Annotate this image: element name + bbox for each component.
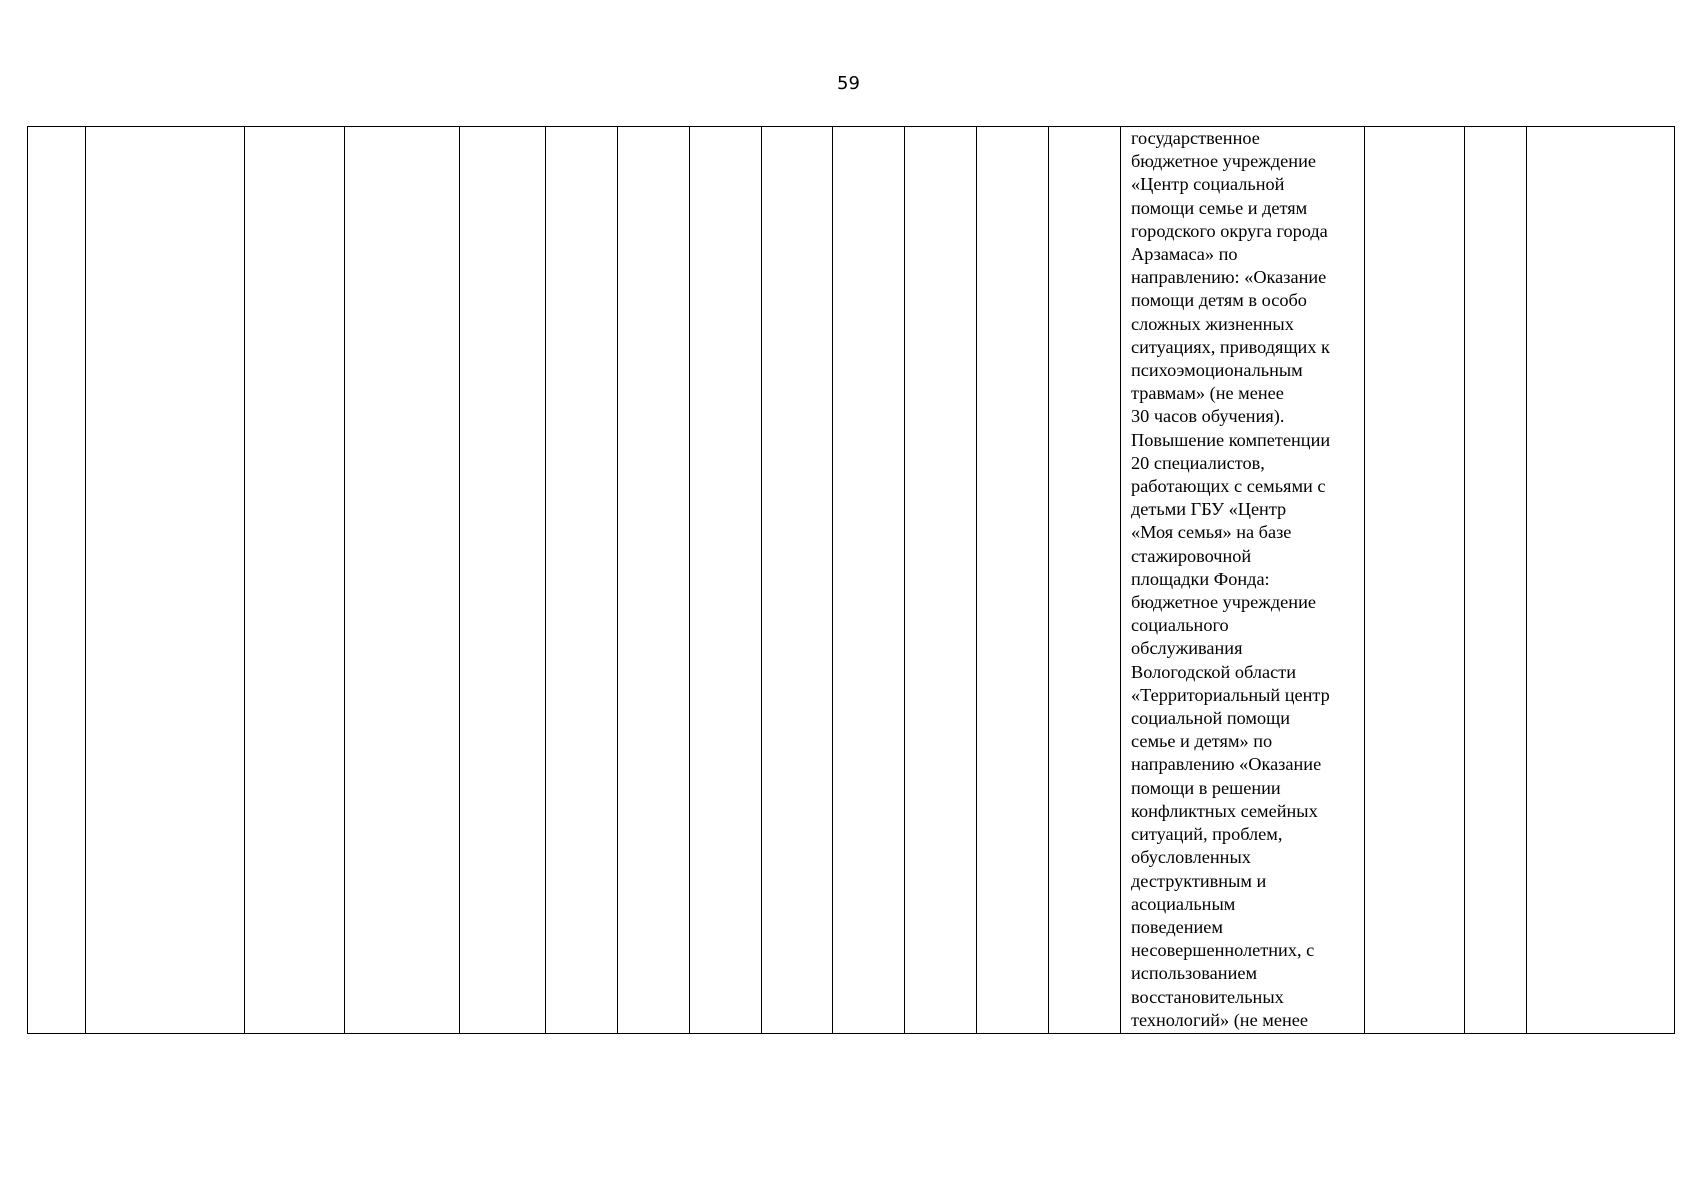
column-divider [761, 127, 762, 1033]
cell-text-line: технологий» (не менее [1131, 1009, 1308, 1030]
cell-text-line: государственное [1131, 128, 1260, 148]
cell-text-line: городского округа города [1131, 220, 1328, 241]
cell-text-line: травмам» (не менее [1131, 383, 1284, 404]
cell-text-line: «Территориальный центр [1131, 684, 1330, 705]
cell-text-line: деструктивным и [1131, 870, 1267, 891]
cell-text-line: Повышение компетенции [1131, 429, 1331, 450]
cell-text-line: работающих с семьями с [1131, 476, 1326, 497]
cell-text-line: психоэмоциональным [1131, 360, 1303, 381]
cell-text-line: направлению: «Оказание [1131, 267, 1327, 288]
column-divider [976, 127, 977, 1033]
column-divider [1526, 127, 1527, 1033]
cell-text-line: помощи в решении [1131, 777, 1281, 798]
cell-text-line: помощи семье и детям [1131, 197, 1308, 218]
cell-text-line: поведением [1131, 916, 1223, 937]
column-divider [689, 127, 690, 1033]
column-divider [832, 127, 833, 1033]
cell-text-line: детьми ГБУ «Центр [1131, 499, 1287, 520]
cell-text-line: помощи детям в особо [1131, 290, 1307, 311]
cell-text-line: Арзамаса» по [1131, 244, 1238, 265]
cell-text-line: семье и детям» по [1131, 731, 1273, 752]
cell-text-line: направлению «Оказание [1131, 754, 1322, 775]
table-cell-description [1120, 127, 1364, 1033]
cell-text-line: 20 специалистов, [1131, 452, 1265, 473]
cell-text-line: использованием [1131, 963, 1258, 984]
column-divider [904, 127, 905, 1033]
column-divider [85, 127, 86, 1033]
column-divider [244, 127, 245, 1033]
column-divider [545, 127, 546, 1033]
cell-text-line: асоциальным [1131, 893, 1236, 914]
cell-text-line: «Моя семья» на базе [1131, 522, 1292, 543]
cell-text-line: обусловленных [1131, 847, 1251, 868]
cell-text-line: бюджетное учреждение [1131, 592, 1316, 613]
cell-text-line: сложных жизненных [1131, 313, 1294, 334]
cell-text-line: конфликтных семейных [1131, 800, 1318, 821]
cell-text-line: социальной помощи [1131, 708, 1290, 729]
cell-text-line: социального [1131, 615, 1229, 636]
cell-text-line: несовершеннолетних, с [1131, 940, 1315, 961]
cell-text-line: площадки Фонда: [1131, 568, 1270, 589]
column-divider [617, 127, 618, 1033]
page-number: 59 [837, 73, 860, 94]
cell-text-line: обслуживания [1131, 638, 1243, 659]
cell-text-line: восстановительных [1131, 986, 1284, 1007]
column-divider [459, 127, 460, 1033]
cell-text-line: ситуациях, приводящих к [1131, 336, 1330, 357]
cell-text-line: стажировочной [1131, 545, 1252, 566]
column-divider [344, 127, 345, 1033]
column-divider [1048, 127, 1049, 1033]
cell-text-line: Вологодской области [1131, 661, 1296, 682]
cell-text-line: «Центр социальной [1131, 174, 1285, 195]
column-divider [1364, 127, 1365, 1033]
cell-text-line: бюджетное учреждение [1131, 151, 1316, 172]
cell-text-line: ситуаций, проблем, [1131, 824, 1283, 845]
document-table [27, 126, 1675, 1034]
cell-text-line: 30 часов обучения). [1131, 406, 1285, 427]
column-divider [1464, 127, 1465, 1033]
